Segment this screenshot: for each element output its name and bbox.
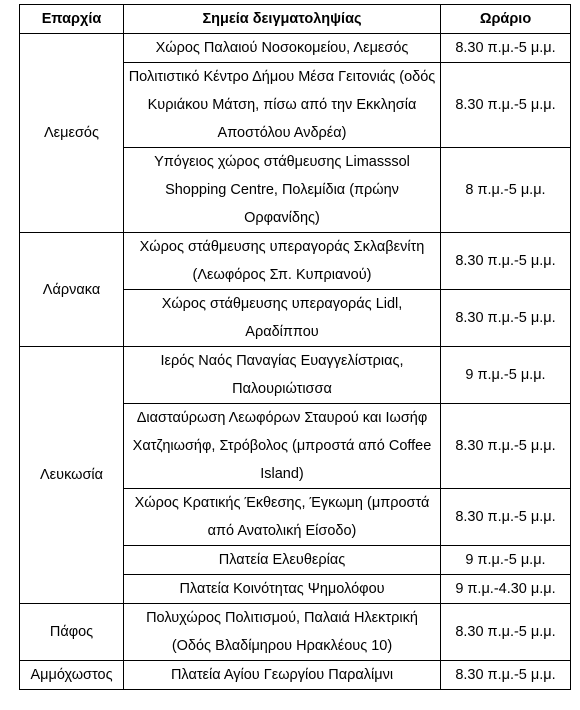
hours-cell: 8.30 π.μ.-5 μ.μ. — [441, 290, 571, 347]
region-cell: Λευκωσία — [20, 347, 124, 604]
hours-cell: 8.30 π.μ.-5 μ.μ. — [441, 34, 571, 63]
hours-cell: 8 π.μ.-5 μ.μ. — [441, 148, 571, 233]
hours-cell: 9 π.μ.-4.30 μ.μ. — [441, 575, 571, 604]
hours-cell: 8.30 π.μ.-5 μ.μ. — [441, 661, 571, 690]
hours-cell: 8.30 π.μ.-5 μ.μ. — [441, 404, 571, 489]
hours-cell: 8.30 π.μ.-5 μ.μ. — [441, 233, 571, 290]
region-cell: Πάφος — [20, 604, 124, 661]
region-cell: Λάρνακα — [20, 233, 124, 347]
table-row — [20, 233, 571, 290]
table-row — [20, 34, 571, 63]
hours-cell: 9 π.μ.-5 μ.μ. — [441, 546, 571, 575]
region-cell: Λεμεσός — [20, 34, 124, 233]
table-header-row — [20, 5, 571, 34]
site-cell: Χώρος στάθμευσης υπεραγοράς Σκλαβενίτη (Λεωφόρος Σπ. Κυπριανού) — [124, 233, 441, 290]
site-cell: Χώρος Κρατικής Έκθεσης, Έγκωμη (μπροστά από Ανατολική Είσοδο) — [124, 489, 441, 546]
region-cell: Αμμόχωστος — [20, 661, 124, 690]
sampling-sites-table — [19, 4, 571, 690]
site-cell: Χώρος στάθμευσης υπεραγοράς Lidl, Αραδίππου — [124, 290, 441, 347]
hours-cell: 9 π.μ.-5 μ.μ. — [441, 347, 571, 404]
site-cell: Διασταύρωση Λεωφόρων Σταυρού και Ιωσήφ Χατζηιωσήφ, Στρόβολος (μπροστά από Coffee Island) — [124, 404, 441, 489]
table-row — [20, 604, 571, 661]
header-hours: Ωράριο — [441, 5, 571, 34]
site-cell: Πολιτιστικό Κέντρο Δήμου Μέσα Γειτονιάς (οδός Κυριάκου Μάτση, πίσω από την Εκκλησία Αποστόλου Ανδρέα) — [124, 63, 441, 148]
hours-cell: 8.30 π.μ.-5 μ.μ. — [441, 63, 571, 148]
header-site: Σημεία δειγματοληψίας — [124, 5, 441, 34]
hours-cell: 8.30 π.μ.-5 μ.μ. — [441, 604, 571, 661]
site-cell: Υπόγειος χώρος στάθμευσης Limasssol Shopping Centre, Πολεμίδια (πρώην Ορφανίδης) — [124, 148, 441, 233]
site-cell: Πολυχώρος Πολιτισμού, Παλαιά Ηλεκτρική (Οδός Βλαδίμηρου Ηρακλέους 10) — [124, 604, 441, 661]
site-cell: Πλατεία Αγίου Γεωργίου Παραλίμνι — [124, 661, 441, 690]
header-region: Επαρχία — [20, 5, 124, 34]
site-cell: Χώρος Παλαιού Νοσοκομείου, Λεμεσός — [124, 34, 441, 63]
table-row — [20, 661, 571, 690]
hours-cell: 8.30 π.μ.-5 μ.μ. — [441, 489, 571, 546]
site-cell: Ιερός Ναός Παναγίας Ευαγγελίστριας, Παλουριώτισσα — [124, 347, 441, 404]
table-row — [20, 347, 571, 404]
site-cell: Πλατεία Ελευθερίας — [124, 546, 441, 575]
site-cell: Πλατεία Κοινότητας Ψημολόφου — [124, 575, 441, 604]
